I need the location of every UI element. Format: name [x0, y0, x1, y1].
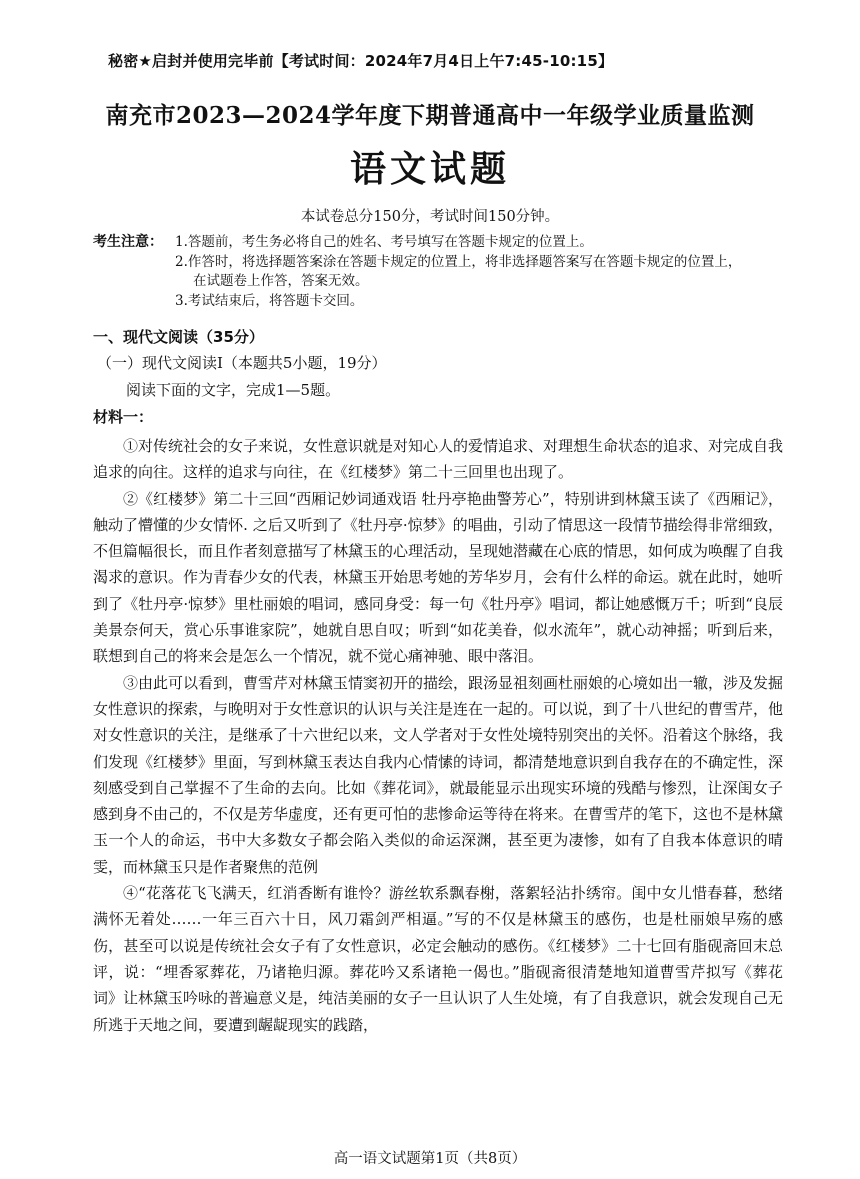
reading-instruction: 阅读下面的文字，完成1—5题。	[126, 381, 341, 399]
notice-item-2-continued: 在试题卷上作答，答案无效。	[193, 273, 369, 289]
reading-passage	[93, 433, 783, 1038]
paragraph-2: ②《红楼梦》第二十三回“西厢记妙词通戏语 牡丹亭艳曲警芳心”，特别讲到林黛玉读了《西厢记》，触动了懵懂的少女情怀. 之后又听到了《牡丹亭·惊梦》的唱曲，引动了情思这一段情节描绘得非常细致，不但篇幅很长，而且作者刻意描写了林黛玉的心理活动，呈现她潜藏在心底的情思，如何成为唤醒了自我渴求的意识。作为青春少女的代表，林黛玉开始思考她的芳华岁月，会有什么样的命运。就在此时，她听到了《牡丹亭·惊梦》里杜丽娘的唱词，感同身受：每一句《牡丹亭》唱词，都让她感慨万千；听到“良辰美景奈何天，赏心乐事谁家院”，她就自思自叹；听到“如花美眷，似水流年”，就心动神摇；听到后来，联想到自己的将来会是怎么一个情况，就不觉心痛神驰、眼中落泪。	[93, 489, 784, 666]
page-footer: 高一语文试题第1页（共8页）	[333, 1151, 527, 1167]
confidential-notice: 秘密★启封并使用完毕前【考试时间：2024年7月4日上午7:45-10:15】	[108, 52, 614, 70]
notice-item-2: 2.作答时，将选择题答案涂在答题卡规定的位置上，将非选择题答案写在答题卡规定的位置上，	[175, 253, 742, 270]
material-label: 材料一：	[93, 408, 154, 426]
section-title: 一、现代文阅读（35分）	[93, 328, 264, 346]
notice-items	[175, 233, 815, 311]
subject-title: 语文试题	[349, 148, 510, 190]
paragraph-4: ④“花落花飞飞满天，红消香断有谁怜？游丝软系飘春榭，落絮轻沾扑绣帘。闺中女儿惜春暮，愁绪满怀无着处……一年三百六十日，风刀霜剑严相逼。”写的不仅是林黛玉的感伤，也是杜丽娘早殇的感伤，甚至可以说是传统社会女子有了女性意识，必定会触动的感伤。《红楼梦》二十七回有脂砚斋回末总评，说：“埋香冢葬花，乃诸艳归源。葬花吟又系诸艳一偈也。”脂砚斋很清楚地知道曹雪芹拟写《葬花词》让林黛玉吟咏的普遍意义是，纯洁美丽的女子一旦认识了人生处境，有了自我意识，就会发现自己无所逃于天地之间，要遭到龌龊现实的践踏，	[93, 884, 784, 1034]
subsection-title: （一）现代文阅读I（本题共5小题，19分）	[97, 354, 387, 372]
paragraph-3: ③由此可以看到，曹雪芹对林黛玉情窦初开的描绘，跟汤显祖刻画杜丽娘的心境如出一辙，涉及发掘女性意识的探索，与晚明对于女性意识的认识与关注是连在一起的。可以说，到了十八世纪的曹雪芹，他对女性意识的关注，是继承了十六世纪以来，文人学者对于女性处境特别突出的关怀。沿着这个脉络，我们发现《红楼梦》里面，写到林黛玉表达自我内心情愫的诗词，都清楚地意识到自我存在的不确定性，深刻感受到自己掌握不了生命的去向。比如《葬花词》，就最能显示出现实环境的残酷与惨烈，让深闺女子感到身不由己的，不仅是芳华虚度，还有更可怕的悲惨命运等待在将来。在曹雪芹的笔下，这也不是林黛玉一个人的命运，书中大多数女子都会陷入类似的命运深渊，甚至更为凄惨，如有了自我本体意识的晴雯，而林黛玉只是作者聚焦的范例	[93, 673, 784, 876]
notice-label: 考生注意：	[93, 234, 163, 250]
exam-title: 南充市2023—2024学年度下期普通高中一年级学业质量监测	[105, 102, 755, 129]
paragraph-1: ①对传统社会的女子来说，女性意识就是对知心人的爱情追求、对理想生命状态的追求、对完成自我追求的向往。这样的追求与向往，在《红楼梦》第二十三回里也出现了。	[93, 437, 784, 482]
notice-item-1: 1.答题前，考生务必将自己的姓名、考号填写在答题卡规定的位置上。	[175, 234, 593, 250]
notice-item-3: 3.考试结束后，将答题卡交回。	[175, 292, 364, 309]
exam-info: 本试卷总分150分，考试时间150分钟。	[300, 209, 560, 225]
